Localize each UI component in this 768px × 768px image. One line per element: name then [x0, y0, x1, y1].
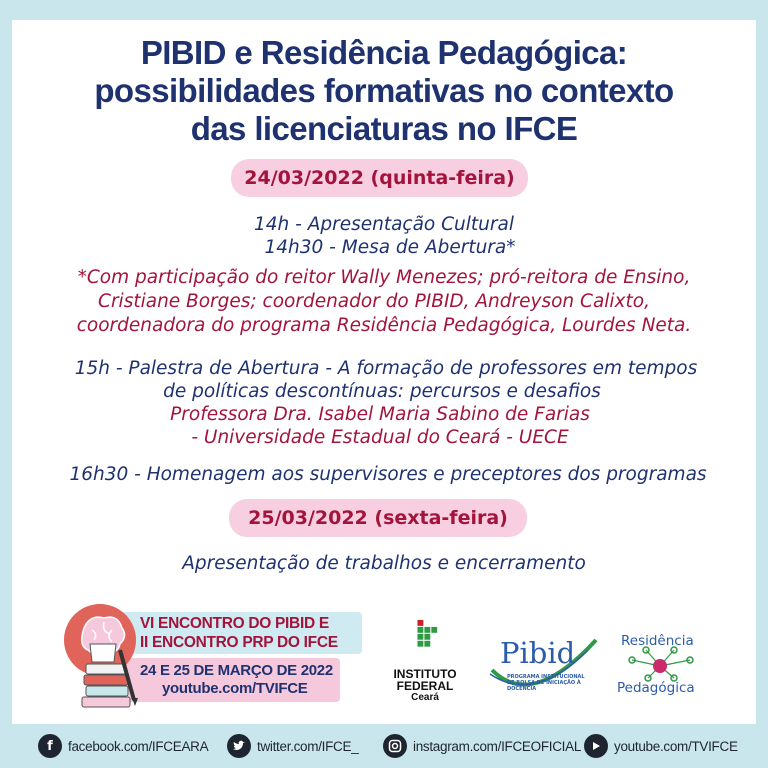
page-title — [40, 34, 728, 148]
day2-item-closing: Apresentação de trabalhos e encerramento — [182, 553, 586, 574]
day1-item-opening: 14h30 - Mesa de Abertura* — [264, 237, 516, 258]
pibid-logo-subtitle: PROGRAMA INSTITUCIONAL DE BOLSA DE INICIAÇÃO À DOCÊNCIA — [507, 674, 585, 692]
day1-tribute: 16h30 - Homenagem aos supervisores e preceptores dos programas — [69, 464, 707, 485]
if-line-3: Ceará — [411, 692, 439, 703]
facebook-icon: f — [38, 734, 62, 758]
top-frame — [0, 0, 768, 20]
ifce-logo-icon — [388, 620, 464, 668]
youtube-label: youtube.com/TVIFCE — [614, 738, 738, 754]
title-line-2: possibilidades formativas no contexto — [94, 72, 674, 109]
day1-note-line-2: Cristiane Borges; coordenador do PIBID, Andreyson Calixto, — [98, 291, 650, 312]
title-line-3: das licenciaturas no IFCE — [190, 110, 578, 147]
twitter-label: twitter.com/IFCE_ — [257, 738, 359, 754]
day1-note-line-1: *Com participação do reitor Wally Menezes; pró-reitora de Ensino, — [77, 267, 691, 288]
instagram-label: instagram.com/IFCEOFICIAL — [413, 738, 582, 754]
day1-note-line-3: coordenadora do programa Residência Pedagógica, Lourdes Neta. — [76, 315, 692, 336]
twitter-icon — [227, 734, 251, 758]
badge-youtube-link[interactable]: youtube.com/TVIFCE — [162, 680, 308, 697]
day1-talk-line-1: 15h - Palestra de Abertura - A formação de professores em tempos — [74, 358, 698, 379]
facebook-link[interactable] — [38, 733, 208, 759]
day1-speaker-line-2: - Universidade Estadual do Ceará - UECE — [191, 427, 569, 448]
residencia-logo-line-2: Pedagógica — [617, 680, 695, 696]
day1-date-badge: 24/03/2022 (quinta-feira) — [231, 159, 528, 197]
youtube-link[interactable] — [584, 733, 738, 759]
pibid-logo-word: Pibid — [500, 636, 576, 670]
badge-line-1: VI ENCONTRO DO PIBID E — [140, 615, 329, 632]
if-line-1: INSTITUTO — [393, 667, 457, 681]
twitter-link[interactable] — [227, 733, 358, 759]
ifce-logo-text — [380, 668, 470, 704]
day1-speaker-line-1: Professora Dra. Isabel Maria Sabino de Farias — [170, 404, 590, 425]
residencia-logo-line-1: Residência — [621, 633, 694, 649]
day1-item-cultural: 14h - Apresentação Cultural — [254, 214, 514, 235]
left-frame — [0, 0, 12, 768]
instagram-link[interactable] — [383, 733, 581, 759]
facebook-label: facebook.com/IFCEARA — [68, 738, 209, 754]
badge-line-3: 24 E 25 DE MARÇO DE 2022 — [140, 662, 333, 679]
day2-date-badge: 25/03/2022 (sexta-feira) — [229, 499, 527, 537]
youtube-icon — [584, 734, 608, 758]
badge-event-name — [140, 614, 338, 652]
instagram-icon — [383, 734, 407, 758]
badge-line-2: II ENCONTRO PRP DO IFCE — [140, 634, 338, 651]
event-badge — [62, 600, 362, 710]
if-line-2: FEDERAL — [396, 679, 454, 693]
title-line-1: PIBID e Residência Pedagógica: — [140, 34, 628, 71]
day1-talk-line-2: de políticas descontínuas: percursos e desafios — [163, 381, 601, 402]
badge-event-date — [140, 662, 333, 698]
right-frame — [756, 0, 768, 768]
